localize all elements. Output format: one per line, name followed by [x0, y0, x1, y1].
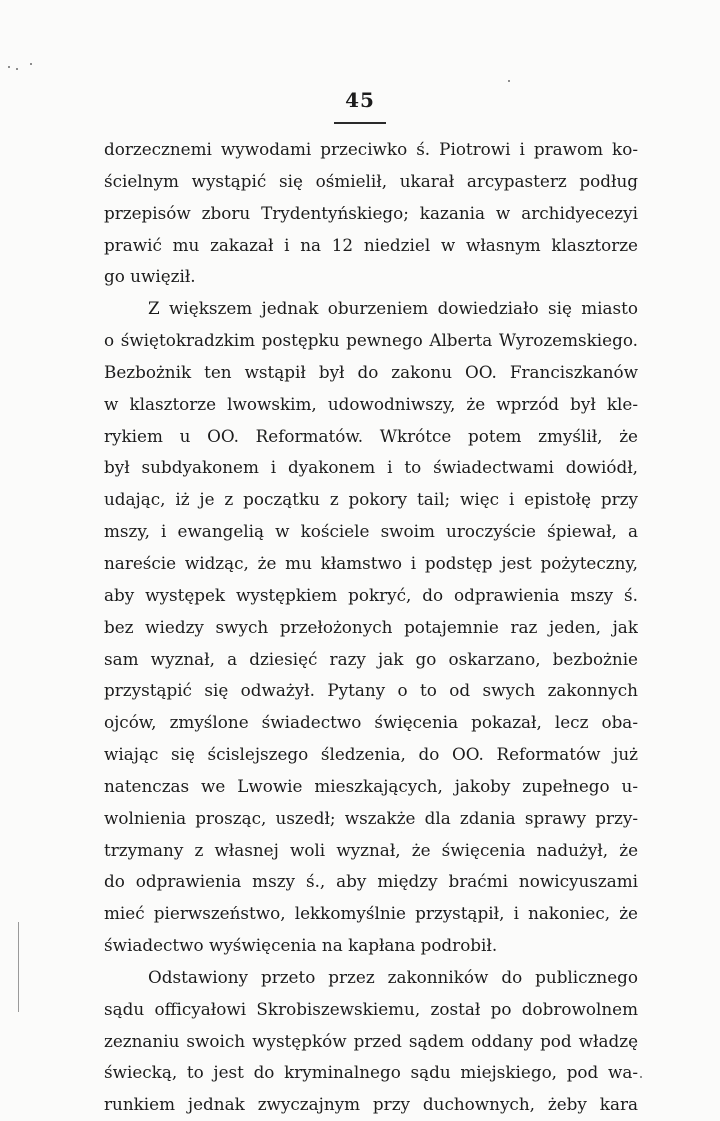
text-line: runkiem jednak zwyczajnym przy duchownych, żeby kara: [104, 1094, 638, 1115]
scan-edge-mark: [18, 922, 19, 1012]
text-line: był subdyakonem i dyakonem i to świadectwami dowiódł,: [104, 457, 638, 478]
text-line: go uwięził.: [104, 266, 196, 287]
text-line: wolnienia prosząc, uszedł; wszakże dla zdania sprawy przy-: [104, 807, 638, 828]
page-number: 45: [345, 88, 375, 112]
scan-speck: [30, 63, 32, 65]
text-line: wiając się ścislejszego śledzenia, do OO. Reformatów już: [104, 744, 638, 765]
scan-speck: [16, 68, 18, 70]
text-line: bez wiedzy swych przełożonych potajemnie raz jeden, jak: [104, 616, 638, 637]
text-line: świecką, to jest do kryminalnego sądu miejskiego, pod wa-: [104, 1062, 638, 1083]
text-line: przystąpić się odważył. Pytany o to od swych zakonnych: [104, 680, 638, 701]
page-number-underline: [334, 122, 386, 124]
scan-speck: [508, 80, 510, 82]
text-line: Z większem jednak oburzeniem dowiedziało się miasto: [148, 298, 638, 319]
text-line: mieć pierwszeństwo, lekkomyślnie przystąpił, i nakoniec, że: [104, 903, 638, 924]
text-line: ścielnym wystąpić się ośmielił, ukarał arcypasterz podług: [104, 170, 638, 191]
scan-speck: [8, 66, 10, 68]
text-line: o świętokradzkim postępku pewnego Alberta Wyrozemskiego.: [104, 330, 638, 351]
text-line: prawić mu zakazał i na 12 niedziel w własnym klasztorze: [104, 234, 638, 255]
text-line: Bezbożnik ten wstąpił był do zakonu OO. Franciszkanów: [104, 361, 638, 382]
text-line: rykiem u OO. Reformatów. Wkrótce potem zmyślił, że: [104, 425, 638, 446]
text-line: w klasztorze lwowskim, udowodniwszy, że wprzód był kle-: [104, 393, 638, 414]
text-line: nareście widząc, że mu kłamstwo i podstęp jest pożyteczny,: [104, 552, 638, 573]
text-line: świadectwo wyświęcenia na kapłana podrobił.: [104, 935, 498, 956]
text-line: dorzecznemi wywodami przeciwko ś. Piotrowi i prawom ko-: [104, 139, 638, 159]
text-line: Odstawiony przeto przez zakonników do publicznego: [148, 966, 638, 987]
text-line: ojców, zmyślone świadectwo święcenia pokazał, lecz oba-: [104, 712, 638, 733]
text-line: przepisów zboru Trydentyńskiego; kazania w archidyecezyi: [104, 202, 638, 223]
text-line: udając, iż je z początku z pokory tail; więc i epistołę przy: [104, 489, 638, 510]
text-line: mszy, i ewangelią w kościele swoim uroczyście śpiewał, a: [104, 521, 638, 542]
scan-speck: [640, 1076, 642, 1078]
text-line: sądu officyałowi Skrobiszewskiemu, został po dobrowolnem: [104, 998, 638, 1019]
text-line: sam wyznał, a dziesięć razy jak go oskarzano, bezbożnie: [104, 648, 638, 669]
text-line: do odprawienia mszy ś., aby między braćmi nowicyuszami: [104, 871, 638, 892]
body-text: [104, 134, 638, 1121]
text-line: natenczas we Lwowie mieszkających, jakoby zupełnego u-: [104, 775, 638, 796]
text-line: zeznaniu swoich występków przed sądem oddany pod władzę: [104, 1030, 638, 1051]
text-line: trzymany z własnej woli wyznał, że święcenia nadużył, że: [104, 839, 638, 860]
text-line: aby występek występkiem pokryć, do odprawienia mszy ś.: [104, 584, 638, 605]
